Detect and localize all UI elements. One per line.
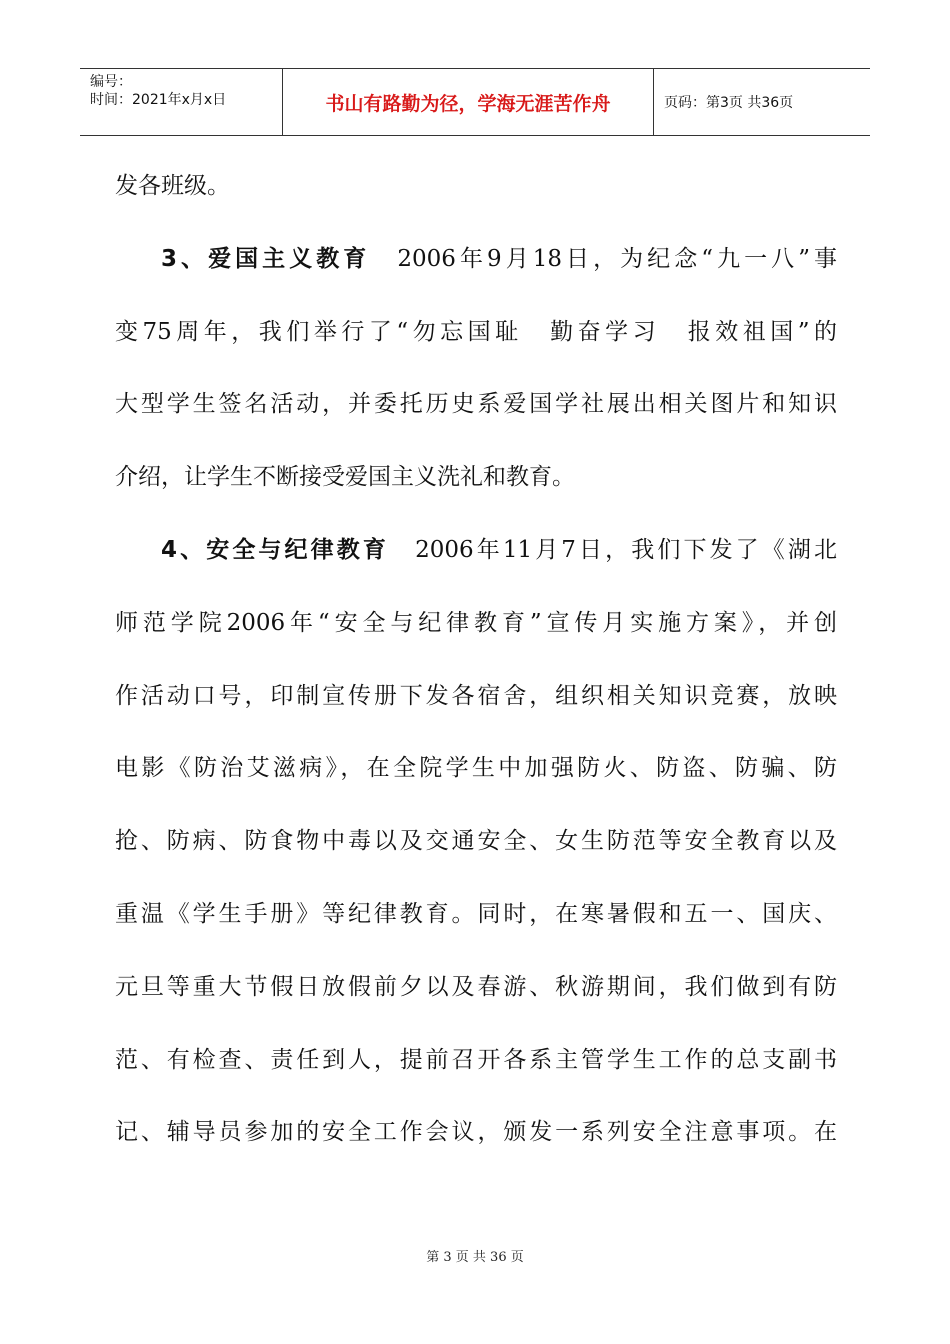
motto-text: 书山有路勤为径，学海无涯苦作舟	[325, 92, 611, 115]
body-line: 元旦等重大节假日放假前夕以及春游、秋游期间，我们做到有防	[115, 973, 837, 1000]
body-line: 作活动口号，印制宣传册下发各宿舍，组织相关知识竞赛，放映	[115, 682, 837, 709]
footer-page-number: 第 3 页 共 36 页	[426, 1250, 524, 1265]
header-motto	[282, 69, 654, 135]
section-heading-safety: 4、安全与纪律教育	[161, 536, 389, 563]
body-line: 抢、防病、防食物中毒以及交通安全、女生防范等安全教育以及	[115, 828, 837, 855]
body-line: 电影《防治艾滋病》，在全院学生中加强防火、防盗、防骗、防	[115, 755, 837, 782]
body-line: 范、有检查、责任到人，提前召开各系主管学生工作的总支副书	[115, 1046, 837, 1073]
header-meta	[80, 69, 282, 135]
body-line-text: 2006年9月18日，为纪念“九一八”事	[397, 245, 838, 272]
body-line-text: 2006年11月7日，我们下发了《湖北	[415, 536, 837, 563]
page-code-text: 页码：第3页 共36页	[664, 95, 794, 111]
section-heading-patriotism: 3、爱国主义教育	[161, 245, 371, 272]
header-page-code	[654, 69, 870, 135]
body-line: 记、辅导员参加的安全工作会议，颁发一系列安全注意事项。在	[115, 1119, 837, 1146]
page-header	[80, 68, 870, 136]
page-footer	[0, 1246, 950, 1265]
body-line: 大型学生签名活动，并委托历史系爱国学社展出相关图片和知识	[115, 391, 837, 418]
document-time-label: 时间：2021年x月x日	[90, 92, 227, 108]
document-body	[115, 150, 837, 1169]
body-line: 发各班级。	[115, 173, 230, 199]
body-line: 介绍，让学生不断接受爱国主义洗礼和教育。	[115, 464, 575, 491]
document-number-label: 编号：	[90, 74, 132, 90]
body-line	[115, 514, 837, 587]
body-line: 师范学院2006年“安全与纪律教育”宣传月实施方案》，并创	[115, 609, 837, 636]
body-line: 变75周年，我们举行了“勿忘国耻 勤奋学习 报效祖国”的	[115, 318, 837, 345]
body-line	[115, 223, 837, 296]
body-line: 重温《学生手册》等纪律教育。同时，在寒暑假和五一、国庆、	[115, 900, 837, 927]
